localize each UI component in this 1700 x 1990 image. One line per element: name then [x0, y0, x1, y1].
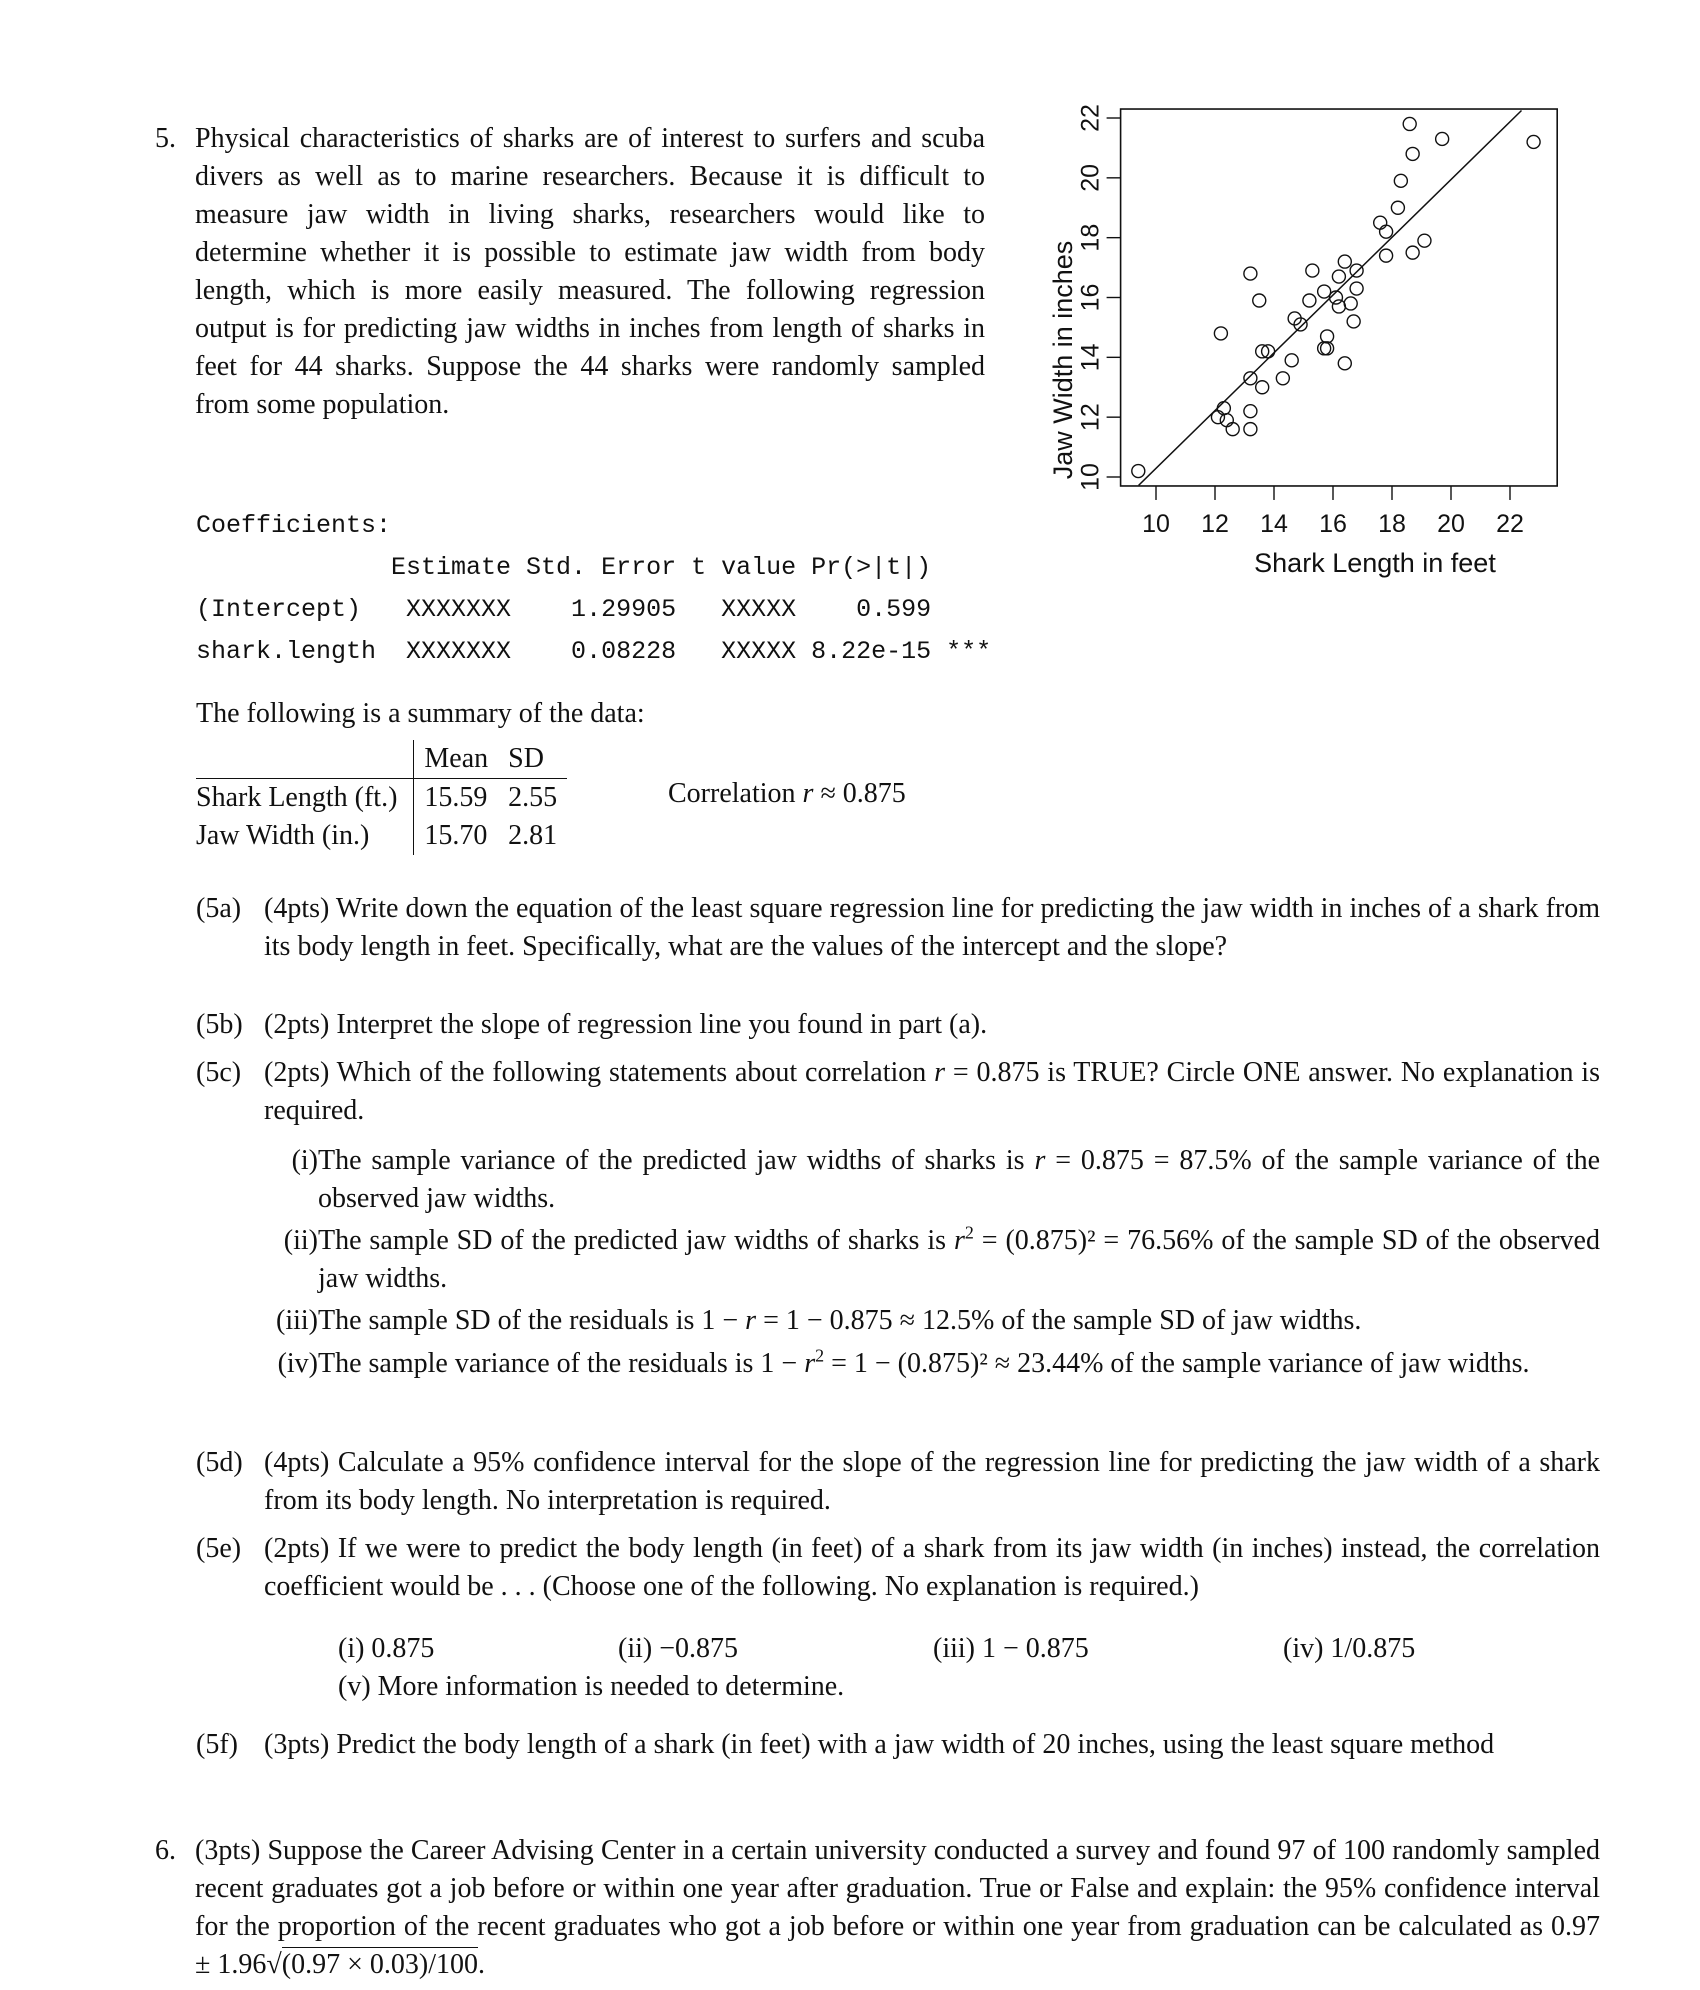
- y-tick-label: 10: [1076, 463, 1105, 491]
- math-sup: 2: [815, 1345, 825, 1366]
- option-text: [318, 1222, 1600, 1298]
- part-label: (5a): [196, 893, 242, 924]
- part-text: (4pts) Write down the equation of the least square regression line for predicting the jaw width in inches of a shark from its body length in feet. Specifically, what are the values of the intercept and the slope?: [264, 893, 1600, 962]
- data-point: [1527, 135, 1540, 148]
- summary-row-mean: 15.59: [424, 782, 488, 813]
- correlation-note: [668, 778, 906, 810]
- x-tick-label: 12: [1201, 509, 1229, 538]
- data-point: [1211, 411, 1224, 424]
- summary-lead: The following is a summary of the data:: [196, 698, 645, 729]
- summary-row-label: Shark Length (ft.): [196, 779, 414, 818]
- x-tick-label: 20: [1437, 509, 1465, 538]
- correlation-symbol: r: [802, 778, 814, 809]
- part-label: (5e): [196, 1533, 242, 1564]
- data-point: [1132, 465, 1145, 478]
- question-6-body: (3pts) Suppose the Career Advising Center in a certain university conducted a survey and found 97 of 100 randomly sampled recent graduates got a job before or within one year after graduation. True or False and explain: the 95% confidence interval for the proportion of the recent graduates who got a job before or within one year from graduation can be calculated as 0.97 ± 1.96: [195, 1835, 1600, 1980]
- option-5e-i[interactable]: (i) 0.875: [338, 1633, 435, 1664]
- data-point: [1406, 246, 1419, 259]
- x-tick-label: 22: [1496, 509, 1524, 538]
- x-tick-label: 18: [1378, 509, 1406, 538]
- option-5e-iii[interactable]: (iii) 1 − 0.875: [933, 1633, 1089, 1664]
- option-text-post: = 1 − (0.875)² ≈ 23.44% of the sample variance of jaw widths.: [824, 1348, 1530, 1379]
- summary-row-sd: 2.81: [508, 820, 558, 851]
- data-point: [1332, 270, 1345, 283]
- data-point: [1244, 372, 1257, 385]
- math-var: r: [745, 1305, 757, 1336]
- question-6-text: [195, 1832, 1600, 1984]
- summary-header-blank: [196, 740, 414, 779]
- data-point: [1306, 264, 1319, 277]
- data-point: [1303, 294, 1316, 307]
- data-point: [1244, 423, 1257, 436]
- data-point: [1226, 423, 1239, 436]
- part-5c: [196, 1054, 1600, 1130]
- data-point: [1332, 300, 1345, 313]
- math-var: r: [804, 1348, 816, 1379]
- option-5c-ii[interactable]: [256, 1222, 1600, 1298]
- y-tick-label: 18: [1076, 223, 1105, 252]
- summary-row-label: Jaw Width (in.): [196, 817, 414, 855]
- data-point: [1374, 216, 1387, 229]
- summary-header-sd: SD: [498, 740, 567, 779]
- part-5f: [196, 1726, 1600, 1764]
- option-5c-iv[interactable]: [256, 1345, 1600, 1383]
- part-text-post: = 0.875 is TRUE? Circle ONE answer. No explanation is required.: [264, 1057, 1600, 1126]
- part-label: (5d): [196, 1447, 243, 1478]
- option-label: (iv): [277, 1348, 318, 1379]
- correlation-label: Correlation: [668, 778, 796, 809]
- plot-area: [1077, 104, 1558, 538]
- question-number: 5.: [155, 123, 176, 154]
- data-point: [1244, 405, 1257, 418]
- question-6-end: .: [477, 1949, 485, 1980]
- data-point: [1338, 255, 1351, 268]
- part-label: (5b): [196, 1009, 243, 1040]
- data-point: [1276, 372, 1289, 385]
- data-point: [1350, 264, 1363, 277]
- part-5d: [196, 1444, 1600, 1520]
- question-5-intro: [155, 120, 985, 424]
- part-label: (5c): [196, 1057, 242, 1088]
- y-tick-label: 22: [1076, 104, 1105, 132]
- data-point: [1347, 315, 1360, 328]
- data-point: [1403, 117, 1416, 130]
- part-text: (3pts) Predict the body length of a shark (in feet) with a jaw width of 20 inches, using the least square method: [264, 1729, 1495, 1760]
- option-text-post: = 1 − 0.875 ≈ 12.5% of the sample SD of jaw widths.: [756, 1305, 1362, 1336]
- option-text: [318, 1345, 1600, 1383]
- option-5e-ii[interactable]: (ii) −0.875: [618, 1633, 738, 1664]
- part-text: (2pts) Interpret the slope of regression line you found in part (a).: [264, 1009, 988, 1040]
- part-text: (2pts) If we were to predict the body length (in feet) of a shark from its jaw width (in inches) instead, the correlation coefficient would be . . . (Choose one of the following. No explanation is required.): [264, 1533, 1600, 1602]
- coefficients-header: Estimate Std. Error t value Pr(>|t|): [196, 553, 932, 582]
- summary-header-mean: Mean: [414, 740, 498, 779]
- option-label: (i): [291, 1145, 318, 1176]
- option-label: (iii): [276, 1305, 318, 1336]
- part-text: (4pts) Calculate a 95% confidence interval for the slope of the regression line for predicting the jaw width of a shark from its body length. No interpretation is required.: [264, 1447, 1600, 1516]
- summary-table: [196, 740, 567, 855]
- data-point: [1244, 267, 1257, 280]
- part-label: (5f): [196, 1729, 238, 1760]
- part-5b: [196, 1006, 1600, 1044]
- data-point: [1350, 282, 1363, 295]
- data-point: [1394, 174, 1407, 187]
- summary-row: [196, 779, 567, 818]
- math-sup: 2: [964, 1222, 974, 1243]
- summary-row: [196, 817, 567, 855]
- data-point: [1318, 342, 1331, 355]
- option-text-pre: The sample variance of the predicted jaw widths of sharks is: [318, 1145, 1035, 1176]
- option-label: (ii): [283, 1225, 318, 1256]
- data-point: [1318, 285, 1331, 298]
- summary-header-row: [196, 740, 567, 779]
- question-5-text: Physical characteristics of sharks are of interest to surfers and scuba divers as well as to marine researchers. Because it is difficult to measure jaw width in living sharks, researchers would like to determine whether it is possible to estimate jaw width from body length, which is more easily measured. The following regression output is for predicting jaw widths in inches from length of sharks in feet for 44 sharks. Suppose the 44 sharks were randomly sampled from some population.: [195, 123, 985, 420]
- data-point: [1436, 132, 1449, 145]
- data-point: [1391, 201, 1404, 214]
- part-5a: [196, 890, 1600, 966]
- option-text: [318, 1142, 1600, 1218]
- data-point: [1380, 225, 1393, 238]
- question-number: 6.: [155, 1835, 176, 1866]
- data-point: [1418, 234, 1431, 247]
- data-point: [1214, 327, 1227, 340]
- x-tick-label: 14: [1260, 509, 1288, 538]
- sqrt-content: (0.97 × 0.03)/100: [281, 1949, 478, 1980]
- option-text-pre: The sample SD of the predicted jaw widths of sharks is: [318, 1225, 954, 1256]
- x-tick-label: 10: [1142, 509, 1170, 538]
- regression-output: [196, 505, 991, 673]
- plot-frame: [1121, 109, 1558, 486]
- data-point: [1220, 414, 1233, 427]
- y-tick-label: 20: [1076, 163, 1105, 192]
- y-axis-label: Jaw Width in inches: [1048, 240, 1078, 480]
- data-point: [1338, 357, 1351, 370]
- data-point: [1285, 354, 1298, 367]
- question-6: [155, 1832, 1600, 1984]
- option-5e-v[interactable]: (v) More information is needed to determine.: [338, 1671, 845, 1702]
- option-text-pre: The sample variance of the residuals is 1 −: [318, 1348, 805, 1379]
- math-var: r: [1034, 1145, 1046, 1176]
- part-5e: [196, 1530, 1600, 1606]
- data-point: [1344, 297, 1357, 310]
- data-point: [1321, 330, 1334, 343]
- data-point: [1253, 294, 1266, 307]
- y-tick-label: 14: [1076, 343, 1105, 372]
- data-point: [1321, 342, 1334, 355]
- option-text-post: = 0.875 = 87.5% of the sample variance of the observed jaw widths.: [318, 1145, 1601, 1214]
- summary-row-mean: 15.70: [424, 820, 488, 851]
- math-var: r: [934, 1057, 946, 1088]
- part-text: [264, 1054, 1600, 1130]
- y-tick-label: 16: [1076, 283, 1105, 312]
- option-text-pre: The sample SD of the residuals is 1 −: [318, 1305, 746, 1336]
- scatter-plot: [1030, 90, 1650, 610]
- data-point: [1380, 249, 1393, 262]
- x-axis-label: Shark Length in feet: [1254, 548, 1496, 578]
- option-5e-iv[interactable]: (iv) 1/0.875: [1283, 1633, 1416, 1664]
- data-point: [1217, 402, 1230, 415]
- x-tick-label: 16: [1319, 509, 1347, 538]
- option-5c-i[interactable]: [256, 1142, 1600, 1218]
- y-tick-label: 12: [1076, 403, 1105, 432]
- sqrt-icon: √: [266, 1949, 282, 1980]
- data-point: [1256, 381, 1269, 394]
- math-var: r: [953, 1225, 965, 1256]
- summary-row-sd: 2.55: [508, 782, 558, 813]
- correlation-value: ≈ 0.875: [820, 778, 906, 809]
- part-text-pre: (2pts) Which of the following statements about correlation: [264, 1057, 935, 1088]
- data-point: [1406, 147, 1419, 160]
- coefficients-title: Coefficients:: [196, 511, 392, 540]
- option-5c-iii[interactable]: [256, 1302, 1600, 1340]
- option-text-post: = (0.875)² = 76.56% of the sample SD of the observed jaw widths.: [318, 1225, 1600, 1294]
- coefficients-row-intercept: (Intercept) XXXXXXX 1.29905 XXXXX 0.599: [196, 595, 932, 624]
- coefficients-row-slope: shark.length XXXXXXX 0.08228 XXXXX 8.22e-15 ***: [196, 637, 992, 666]
- option-text: [318, 1302, 1600, 1340]
